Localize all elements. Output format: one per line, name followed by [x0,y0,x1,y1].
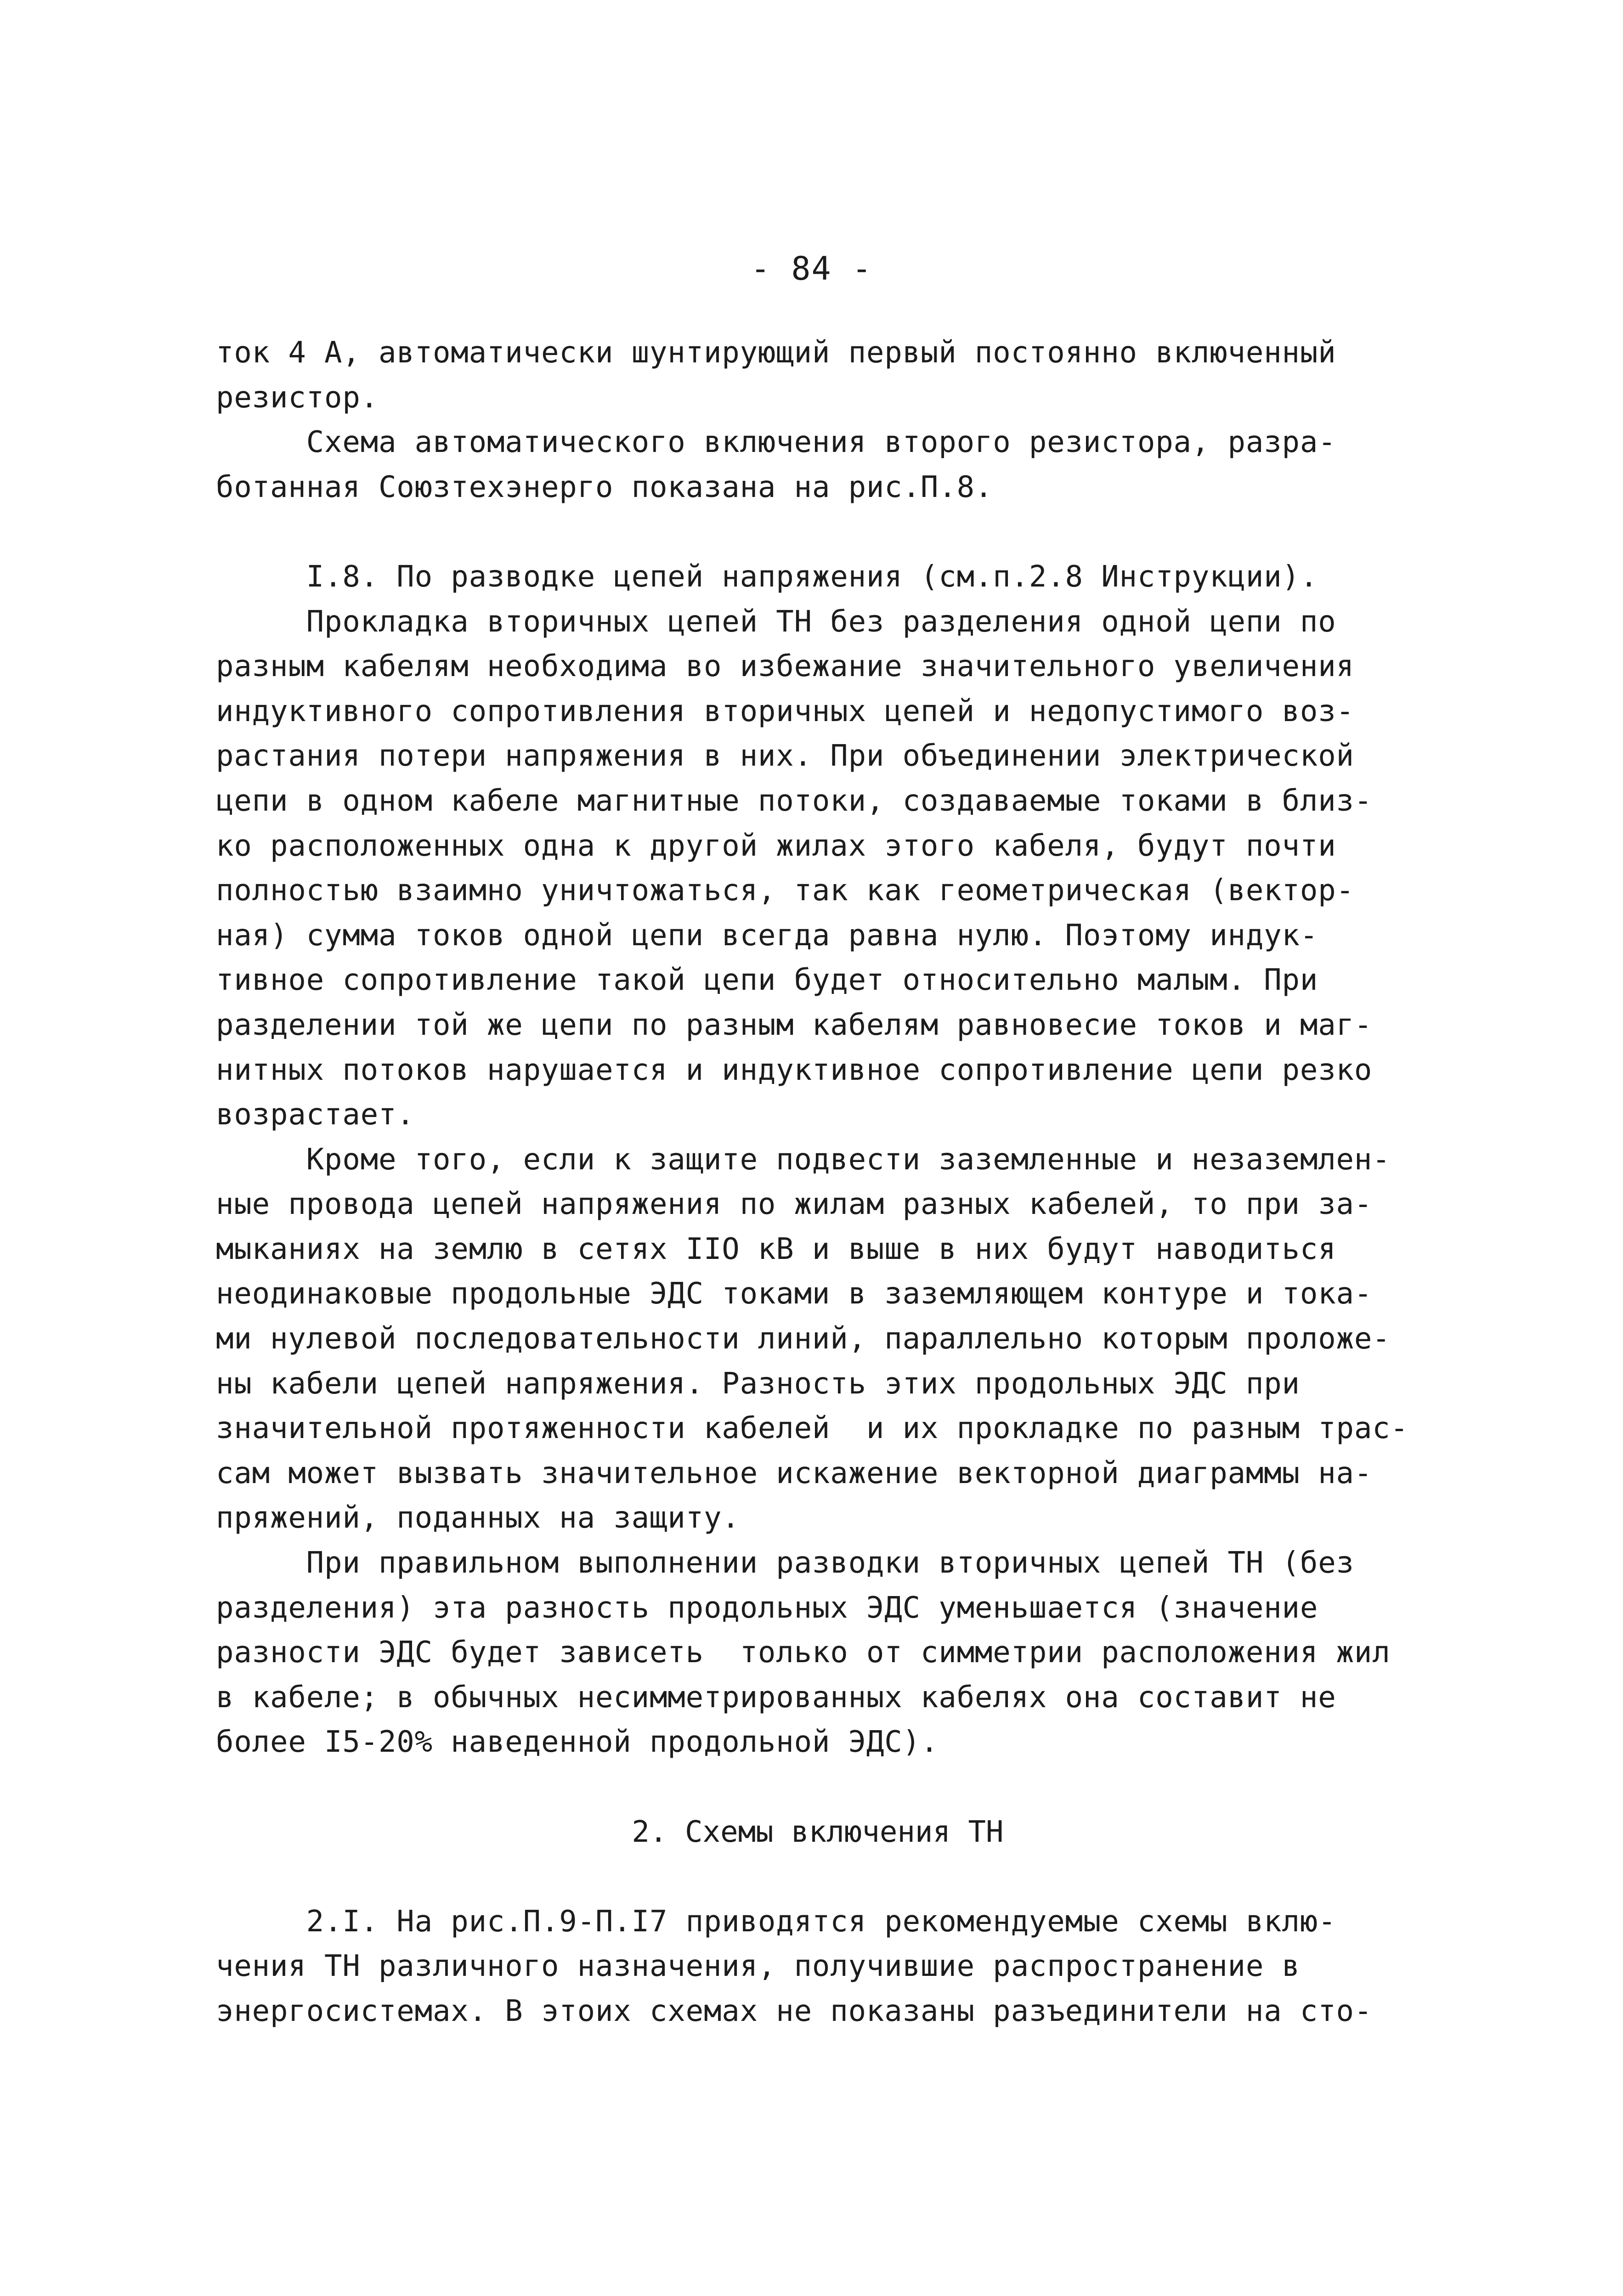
text-line: разности ЭДС будет зависеть только от симметрии расположения жил [216,1636,1391,1670]
intro-paragraphs [216,331,1456,510]
text-line: чения ТН различного назначения, получившие распространение в [216,1949,1300,1984]
paragraph-gap [216,1765,1456,1810]
text-line: ко расположенных одна к другой жилах этого кабеля, будут почти [216,829,1336,863]
text-line: тивное сопротивление такой цепи будет относительно малым. При [216,963,1318,998]
text-line: 2.I. На рис.П.9-П.I7 приводятся рекомендуемые схемы вклю- [216,1904,1336,1939]
text-line: полностью взаимно уничтожаться, так как геометрическая (вектор- [216,874,1354,908]
section-2-heading: 2. Схемы включения ТН [632,1815,1004,1849]
text-line: сам может вызвать значительное искажение векторной диаграммы на- [216,1456,1373,1490]
text-line: При правильном выполнении разводки вторичных цепей ТН (без [216,1546,1354,1580]
text-line: ны кабели цепей напряжения. Разность этих продольных ЭДС при [216,1366,1300,1401]
text-line: возрастает. [216,1098,415,1132]
section-2 [216,1900,1456,2034]
text-line: растания потери напряжения в них. При объединении электрической [216,739,1354,773]
text-line: в кабеле; в обычных несимметрированных кабелях она составит не [216,1680,1336,1715]
text-line: разным кабелям необходима во избежание значительного увеличения [216,649,1354,684]
text-line: значительной протяженности кабелей и их прокладке по разным трас- [216,1411,1408,1446]
text-line: мыканиях на землю в сетях IIO кВ и выше в них будут наводиться [216,1232,1336,1266]
text-line: неодинаковые продольные ЭДС токами в заземляющем контуре и тока- [216,1277,1373,1311]
text-line: разделении той же цепи по разным кабелям равновесие токов и маг- [216,1008,1373,1042]
text-line: Прокладка вторичных цепей ТН без разделения одной цепи по [216,604,1336,639]
text-line: ные провода цепей напряжения по жилам разных кабелей, то при за- [216,1187,1373,1222]
text-line: индуктивного сопротивления вторичных цепей и недопустимого воз- [216,694,1354,728]
text-line: ная) сумма токов одной цепи всегда равна нулю. Поэтому индук- [216,918,1318,953]
body-text [216,331,1456,2034]
text-line: энергосистемах. В этоих схемах не показаны разъединители на сто- [216,1994,1373,2028]
text-line: ми нулевой последовательности линий, параллельно которым проложе- [216,1322,1391,1356]
text-line: Схема автоматического включения второго резистора, разра- [216,425,1336,460]
section-title-line: I.8. По разводке цепей напряжения (см.п.2.8 Инструкции). [216,559,1318,594]
text-line: резистор. [216,380,379,415]
paragraph-gap [216,510,1456,555]
section-1-8 [216,555,1456,1765]
text-line: Кроме того, если к защите подвести заземленные и незаземлен- [216,1142,1391,1177]
text-line: разделения) эта разность продольных ЭДС уменьшается (значение [216,1591,1318,1625]
text-line: ток 4 А, автоматически шунтирующий первый постоянно включенный [216,336,1336,370]
page-number: - 84 - [751,250,872,288]
text-line: пряжений, поданных на защиту. [216,1501,740,1535]
text-line: нитных потоков нарушается и индуктивное сопротивление цепи резко [216,1053,1373,1087]
text-line: более I5-20% наведенной продольной ЭДС). [216,1725,939,1760]
text-line: ботанная Союзтехэнерго показана на рис.П.8. [216,470,993,504]
text-line: цепи в одном кабеле магнитные потоки, создаваемые токами в близ- [216,784,1373,818]
paragraph-gap [216,1855,1456,1900]
